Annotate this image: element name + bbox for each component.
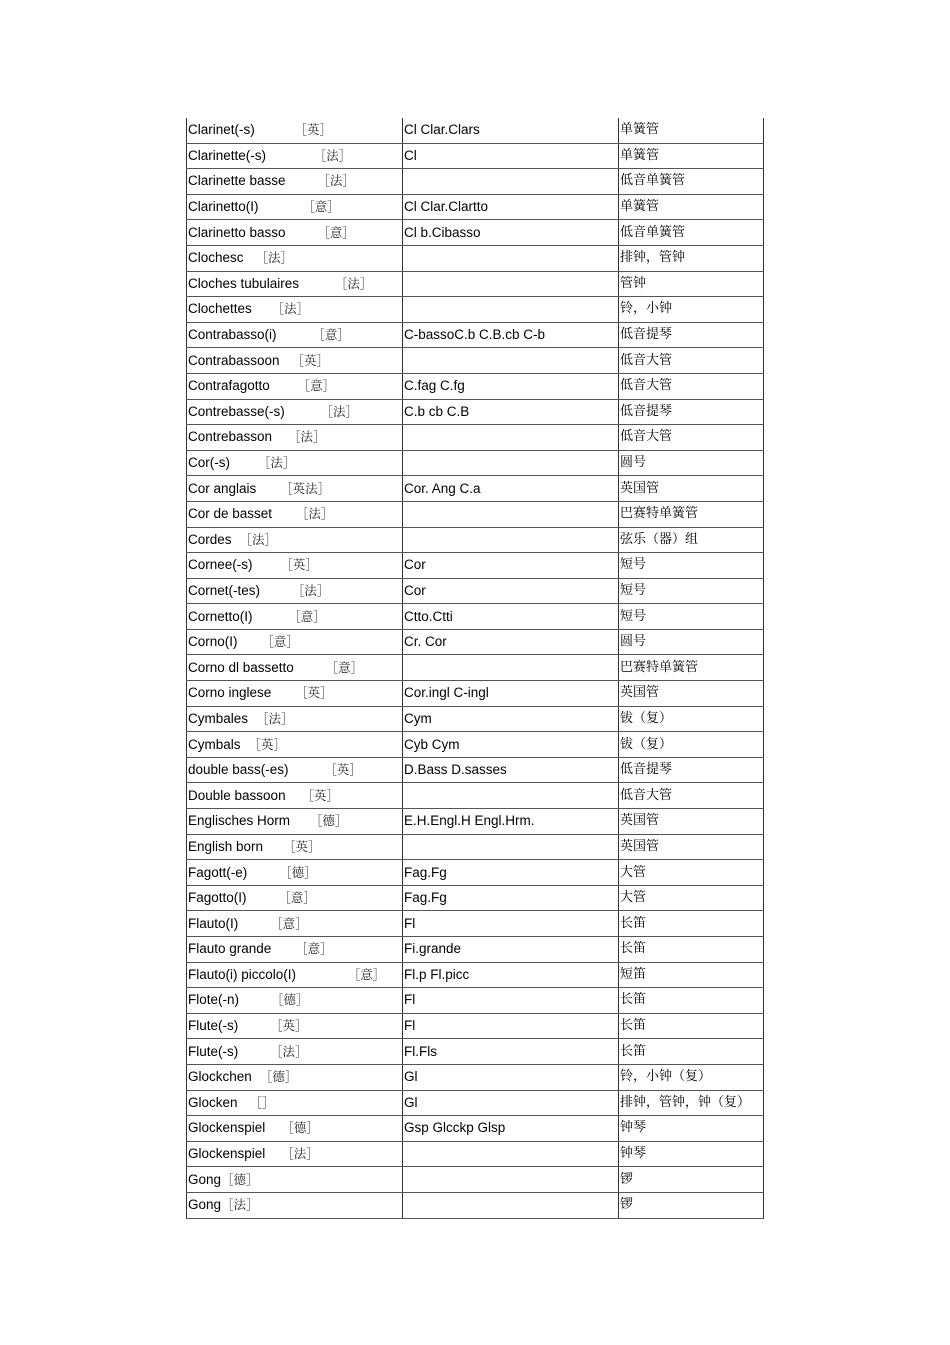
chinese-name-cell: 英国管 xyxy=(619,681,764,707)
term-cell xyxy=(187,169,403,195)
table-row xyxy=(187,553,764,579)
term-cell xyxy=(187,962,403,988)
term-name: Clarinette(-s) xyxy=(188,147,267,163)
term-name: Flote(-n) xyxy=(188,992,240,1008)
term-gap xyxy=(260,583,292,598)
language-tag: ［法］ xyxy=(270,1043,308,1059)
abbreviation-cell: Fl.p Fl.picc xyxy=(403,962,619,988)
language-tag: ［法］ xyxy=(221,1197,259,1213)
table-row xyxy=(187,322,764,348)
abbreviation-cell: Cl xyxy=(403,143,619,169)
table-row xyxy=(187,501,764,527)
term-name: Corno(I) xyxy=(188,634,238,650)
chinese-name-cell: 低音大管 xyxy=(619,348,764,374)
table-row xyxy=(187,578,764,604)
term-cell xyxy=(187,297,403,323)
term-cell xyxy=(187,937,403,963)
table-row xyxy=(187,399,764,425)
chinese-name-cell: 长笛 xyxy=(619,1039,764,1065)
table-row xyxy=(187,348,764,374)
term-gap xyxy=(247,865,279,880)
chinese-name-cell: 低音单簧管 xyxy=(619,220,764,246)
term-cell xyxy=(187,629,403,655)
term-name: Clochesc xyxy=(188,250,244,266)
term-cell xyxy=(187,1090,403,1116)
term-gap xyxy=(252,1069,260,1084)
term-gap xyxy=(265,1146,281,1161)
chinese-name-cell: 大管 xyxy=(619,885,764,911)
language-tag: ［］ xyxy=(249,1094,275,1110)
table-row xyxy=(187,834,764,860)
language-tag: ［意］ xyxy=(270,915,308,931)
chinese-name-cell: 低音大管 xyxy=(619,373,764,399)
term-cell xyxy=(187,860,403,886)
term-name: Glockenspiel xyxy=(188,1146,266,1162)
table-row xyxy=(187,1064,764,1090)
term-cell xyxy=(187,757,403,783)
abbreviation-cell: C.b cb C.B xyxy=(403,399,619,425)
term-name: Flauto(I) xyxy=(188,915,239,931)
abbreviation-cell: Fi.grande xyxy=(403,937,619,963)
abbreviation-cell xyxy=(403,297,619,323)
term-cell xyxy=(187,681,403,707)
term-cell xyxy=(187,655,403,681)
language-tag: ［意］ xyxy=(297,378,336,394)
term-cell xyxy=(187,732,403,758)
chinese-name-cell: 单簧管 xyxy=(619,194,764,220)
term-gap xyxy=(253,557,281,572)
term-gap xyxy=(252,301,272,316)
term-cell xyxy=(187,553,403,579)
term-cell xyxy=(187,118,403,143)
abbreviation-cell: Cor. Ang C.a xyxy=(403,476,619,502)
language-tag: ［法］ xyxy=(271,301,310,317)
term-gap xyxy=(238,634,262,649)
table-row xyxy=(187,860,764,886)
language-tag: ［德］ xyxy=(270,992,309,1008)
term-cell xyxy=(187,271,403,297)
term-gap xyxy=(247,890,279,905)
abbreviation-cell xyxy=(403,169,619,195)
table-row xyxy=(187,118,764,143)
term-gap xyxy=(256,481,280,496)
chinese-name-cell: 锣 xyxy=(619,1167,764,1193)
abbreviation-cell xyxy=(403,655,619,681)
term-gap xyxy=(272,506,296,521)
term-cell xyxy=(187,911,403,937)
term-name: Contrebasson xyxy=(188,429,273,445)
table-row xyxy=(187,962,764,988)
term-cell xyxy=(187,809,403,835)
table-row xyxy=(187,629,764,655)
chinese-name-cell: 排钟，管钟，钟（复） xyxy=(619,1090,764,1116)
table-row xyxy=(187,885,764,911)
chinese-name-cell: 短号 xyxy=(619,604,764,630)
table-row xyxy=(187,809,764,835)
term-cell xyxy=(187,220,403,246)
term-gap xyxy=(265,1120,281,1135)
table-row xyxy=(187,1090,764,1116)
term-gap xyxy=(296,967,348,982)
term-cell xyxy=(187,1013,403,1039)
term-gap xyxy=(259,199,303,214)
chinese-name-cell: 钹（复） xyxy=(619,706,764,732)
language-tag: ［意］ xyxy=(295,941,333,957)
language-tag: ［英］ xyxy=(282,838,321,854)
abbreviation-cell: Fl xyxy=(403,911,619,937)
chinese-name-cell: 短笛 xyxy=(619,962,764,988)
term-name: Cornet(-tes) xyxy=(188,582,261,598)
abbreviation-cell: E.H.Engl.H Engl.Hrm. xyxy=(403,809,619,835)
abbreviation-cell xyxy=(403,271,619,297)
term-name: Contrafagotto xyxy=(188,378,270,394)
table-row xyxy=(187,194,764,220)
table-row xyxy=(187,681,764,707)
table-row xyxy=(187,604,764,630)
term-name: Clochettes xyxy=(188,301,252,317)
chinese-name-cell: 长笛 xyxy=(619,937,764,963)
abbreviation-cell xyxy=(403,783,619,809)
abbreviation-cell: Fl.Fls xyxy=(403,1039,619,1065)
term-gap xyxy=(239,992,271,1007)
chinese-name-cell: 管钟 xyxy=(619,271,764,297)
table-row xyxy=(187,373,764,399)
abbreviation-cell xyxy=(403,501,619,527)
chinese-name-cell: 钟琴 xyxy=(619,1141,764,1167)
chinese-name-cell: 单簧管 xyxy=(619,118,764,143)
table-body xyxy=(187,118,764,1218)
chinese-name-cell: 排钟，管钟 xyxy=(619,245,764,271)
language-tag: ［英法］ xyxy=(280,480,331,496)
abbreviation-cell: Cl Clar.Clars xyxy=(403,118,619,143)
abbreviation-cell: C-bassoC.b C.B.cb C-b xyxy=(403,322,619,348)
term-cell xyxy=(187,143,403,169)
term-name: Corno dl bassetto xyxy=(188,659,294,675)
language-tag: ［英］ xyxy=(294,122,333,138)
term-gap xyxy=(286,788,302,803)
abbreviation-cell xyxy=(403,425,619,451)
language-tag: ［德］ xyxy=(221,1171,259,1187)
term-name: double bass(-es) xyxy=(188,762,289,778)
term-gap xyxy=(248,711,256,726)
term-gap xyxy=(294,660,326,675)
chinese-name-cell: 低音大管 xyxy=(619,425,764,451)
language-tag: ［法］ xyxy=(313,147,352,163)
language-tag: ［法］ xyxy=(320,403,359,419)
abbreviation-cell: Gsp Glcckp Glsp xyxy=(403,1116,619,1142)
table-row xyxy=(187,1013,764,1039)
term-cell xyxy=(187,194,403,220)
term-cell xyxy=(187,373,403,399)
term-name: Cordes xyxy=(188,531,232,547)
term-gap xyxy=(238,916,270,931)
term-cell xyxy=(187,604,403,630)
term-name: Double bassoon xyxy=(188,787,286,803)
table-row xyxy=(187,425,764,451)
abbreviation-cell xyxy=(403,245,619,271)
language-tag: ［英］ xyxy=(280,557,318,573)
language-tag: ［法］ xyxy=(281,1146,319,1162)
term-cell xyxy=(187,527,403,553)
term-cell xyxy=(187,1116,403,1142)
table-row xyxy=(187,1141,764,1167)
language-tag: ［法］ xyxy=(287,429,326,445)
term-gap xyxy=(270,378,298,393)
language-tag: ［英］ xyxy=(295,685,333,701)
language-tag: ［德］ xyxy=(259,1069,298,1085)
chinese-name-cell: 巴赛特单簧管 xyxy=(619,655,764,681)
table-row xyxy=(187,1167,764,1193)
language-tag: ［法］ xyxy=(334,275,373,291)
term-gap xyxy=(289,762,325,777)
term-name: Glockchen xyxy=(188,1069,252,1085)
abbreviation-cell: Cl Clar.Clartto xyxy=(403,194,619,220)
abbreviation-cell: Fag.Fg xyxy=(403,860,619,886)
term-name: Cor anglais xyxy=(188,480,257,496)
term-gap xyxy=(238,1018,270,1033)
table-row xyxy=(187,1192,764,1218)
term-gap xyxy=(286,225,318,240)
table-row xyxy=(187,271,764,297)
language-tag: ［法］ xyxy=(239,531,277,547)
abbreviation-cell: D.Bass D.sasses xyxy=(403,757,619,783)
term-gap xyxy=(271,941,295,956)
term-cell xyxy=(187,425,403,451)
table-row xyxy=(187,706,764,732)
term-name: Gong xyxy=(188,1171,222,1187)
term-name: Flauto(i) piccolo(I) xyxy=(188,966,297,982)
abbreviation-cell xyxy=(403,1167,619,1193)
abbreviation-cell: Cor xyxy=(403,578,619,604)
table-row xyxy=(187,297,764,323)
abbreviation-cell: Cor xyxy=(403,553,619,579)
term-name: Clarinetto(I) xyxy=(188,199,259,215)
chinese-name-cell: 低音单簧管 xyxy=(619,169,764,195)
abbreviation-cell: Cor.ingl C-ingl xyxy=(403,681,619,707)
term-name: Cymbals xyxy=(188,736,241,752)
language-tag: ［法］ xyxy=(291,582,330,598)
term-cell xyxy=(187,1064,403,1090)
table-row xyxy=(187,220,764,246)
term-gap xyxy=(238,1095,250,1110)
term-name: Englisches Horm xyxy=(188,813,291,829)
table-row xyxy=(187,476,764,502)
term-gap xyxy=(299,276,335,291)
table-row xyxy=(187,988,764,1014)
term-gap xyxy=(244,250,256,265)
term-name: Cor(-s) xyxy=(188,455,230,471)
abbreviation-cell xyxy=(403,450,619,476)
term-gap xyxy=(277,327,313,342)
language-tag: ［英］ xyxy=(270,1018,308,1034)
language-tag: ［意］ xyxy=(312,327,350,343)
language-tag: ［意］ xyxy=(317,224,355,240)
abbreviation-cell: Gl xyxy=(403,1090,619,1116)
abbreviation-cell xyxy=(403,1192,619,1218)
chinese-name-cell: 锣 xyxy=(619,1192,764,1218)
term-name: Contrabasso(i) xyxy=(188,327,277,343)
abbreviation-cell: Gl xyxy=(403,1064,619,1090)
term-gap xyxy=(253,609,289,624)
language-tag: ［德］ xyxy=(309,813,348,829)
chinese-name-cell: 短号 xyxy=(619,578,764,604)
term-name: Cornetto(I) xyxy=(188,608,253,624)
table-row xyxy=(187,143,764,169)
chinese-name-cell: 英国管 xyxy=(619,476,764,502)
term-cell xyxy=(187,706,403,732)
chinese-name-cell: 低音提琴 xyxy=(619,399,764,425)
chinese-name-cell: 巴赛特单簧管 xyxy=(619,501,764,527)
term-gap xyxy=(238,1044,270,1059)
abbreviation-cell: Cl b.Cibasso xyxy=(403,220,619,246)
abbreviation-cell: Fl xyxy=(403,1013,619,1039)
term-name: English born xyxy=(188,838,264,854)
chinese-name-cell: 低音提琴 xyxy=(619,757,764,783)
chinese-name-cell: 长笛 xyxy=(619,1013,764,1039)
term-name: Flute(-s) xyxy=(188,1043,239,1059)
abbreviation-cell: Cyb Cym xyxy=(403,732,619,758)
abbreviation-cell xyxy=(403,348,619,374)
table-row xyxy=(187,1116,764,1142)
abbreviation-cell: Ctto.Ctti xyxy=(403,604,619,630)
chinese-name-cell: 铃，小钟（复） xyxy=(619,1064,764,1090)
term-name: Clarinetto basso xyxy=(188,224,286,240)
abbreviation-cell: Cym xyxy=(403,706,619,732)
term-cell xyxy=(187,1039,403,1065)
language-tag: ［意］ xyxy=(347,966,386,982)
language-tag: ［英］ xyxy=(291,352,329,368)
table-row xyxy=(187,527,764,553)
abbreviation-cell: Fl xyxy=(403,988,619,1014)
term-name: Gong xyxy=(188,1197,222,1213)
chinese-name-cell: 铃，小钟 xyxy=(619,297,764,323)
chinese-name-cell: 钟琴 xyxy=(619,1116,764,1142)
term-name: Contrebasse(-s) xyxy=(188,403,285,419)
language-tag: ［意］ xyxy=(302,199,340,215)
table-row xyxy=(187,655,764,681)
term-gap xyxy=(272,429,288,444)
term-cell xyxy=(187,501,403,527)
term-cell xyxy=(187,578,403,604)
language-tag: ［法］ xyxy=(255,250,293,266)
term-name: Fagott(-e) xyxy=(188,864,248,880)
language-tag: ［英］ xyxy=(324,762,362,778)
term-name: Contrabassoon xyxy=(188,352,280,368)
abbreviation-cell xyxy=(403,527,619,553)
language-tag: ［法］ xyxy=(295,506,334,522)
language-tag: ［德］ xyxy=(281,1120,319,1136)
chinese-name-cell: 大管 xyxy=(619,860,764,886)
language-tag: ［意］ xyxy=(261,634,299,650)
language-tag: ［意］ xyxy=(278,890,316,906)
language-tag: ［德］ xyxy=(279,864,317,880)
term-cell xyxy=(187,1141,403,1167)
chinese-name-cell: 英国管 xyxy=(619,834,764,860)
term-cell xyxy=(187,1167,403,1193)
term-name: Clarinet(-s) xyxy=(188,122,255,138)
chinese-name-cell: 钹（复） xyxy=(619,732,764,758)
term-name: Cor de basset xyxy=(188,506,273,522)
table-row xyxy=(187,169,764,195)
abbreviation-cell xyxy=(403,834,619,860)
language-tag: ［意］ xyxy=(288,608,326,624)
language-tag: ［英］ xyxy=(301,787,339,803)
term-cell xyxy=(187,1192,403,1218)
table-row xyxy=(187,937,764,963)
chinese-name-cell: 圆号 xyxy=(619,629,764,655)
instrument-terms-table xyxy=(186,118,764,1219)
chinese-name-cell: 弦乐（器）组 xyxy=(619,527,764,553)
term-name: Flute(-s) xyxy=(188,1018,239,1034)
table-row xyxy=(187,450,764,476)
term-name: Flauto grande xyxy=(188,941,272,957)
term-cell xyxy=(187,476,403,502)
abbreviation-cell: C.fag C.fg xyxy=(403,373,619,399)
chinese-name-cell: 英国管 xyxy=(619,809,764,835)
chinese-name-cell: 低音提琴 xyxy=(619,322,764,348)
term-cell xyxy=(187,988,403,1014)
term-gap xyxy=(290,813,310,828)
chinese-name-cell: 长笛 xyxy=(619,988,764,1014)
term-cell xyxy=(187,399,403,425)
term-name: Glocken xyxy=(188,1094,238,1110)
term-cell xyxy=(187,783,403,809)
abbreviation-cell: Cr. Cor xyxy=(403,629,619,655)
table-row xyxy=(187,783,764,809)
term-name: Cornee(-s) xyxy=(188,557,253,573)
term-gap xyxy=(286,173,318,188)
table-row xyxy=(187,732,764,758)
term-gap xyxy=(271,685,295,700)
term-name: Clarinette basse xyxy=(188,173,286,189)
chinese-name-cell: 低音大管 xyxy=(619,783,764,809)
term-name: Fagotto(I) xyxy=(188,890,247,906)
chinese-name-cell: 圆号 xyxy=(619,450,764,476)
language-tag: ［法］ xyxy=(255,710,294,726)
term-name: Cymbales xyxy=(188,710,249,726)
chinese-name-cell: 长笛 xyxy=(619,911,764,937)
term-gap xyxy=(230,455,258,470)
table-row xyxy=(187,245,764,271)
abbreviation-cell xyxy=(403,1141,619,1167)
term-gap xyxy=(263,839,283,854)
language-tag: ［法］ xyxy=(257,455,296,471)
abbreviation-cell: Fag.Fg xyxy=(403,885,619,911)
term-cell xyxy=(187,834,403,860)
term-cell xyxy=(187,885,403,911)
table-row xyxy=(187,757,764,783)
table-row xyxy=(187,911,764,937)
term-cell xyxy=(187,450,403,476)
language-tag: ［意］ xyxy=(325,659,364,675)
term-name: Cloches tubulaires xyxy=(188,275,300,291)
language-tag: ［法］ xyxy=(317,173,355,189)
language-tag: ［英］ xyxy=(248,736,286,752)
term-name: Corno inglese xyxy=(188,685,272,701)
term-gap xyxy=(266,148,314,163)
table-row xyxy=(187,1039,764,1065)
term-cell xyxy=(187,245,403,271)
term-gap xyxy=(280,353,292,368)
term-cell xyxy=(187,348,403,374)
term-name: Glockenspiel xyxy=(188,1120,266,1136)
term-cell xyxy=(187,322,403,348)
chinese-name-cell: 单簧管 xyxy=(619,143,764,169)
term-gap xyxy=(285,404,321,419)
chinese-name-cell: 短号 xyxy=(619,553,764,579)
term-gap xyxy=(255,122,295,137)
